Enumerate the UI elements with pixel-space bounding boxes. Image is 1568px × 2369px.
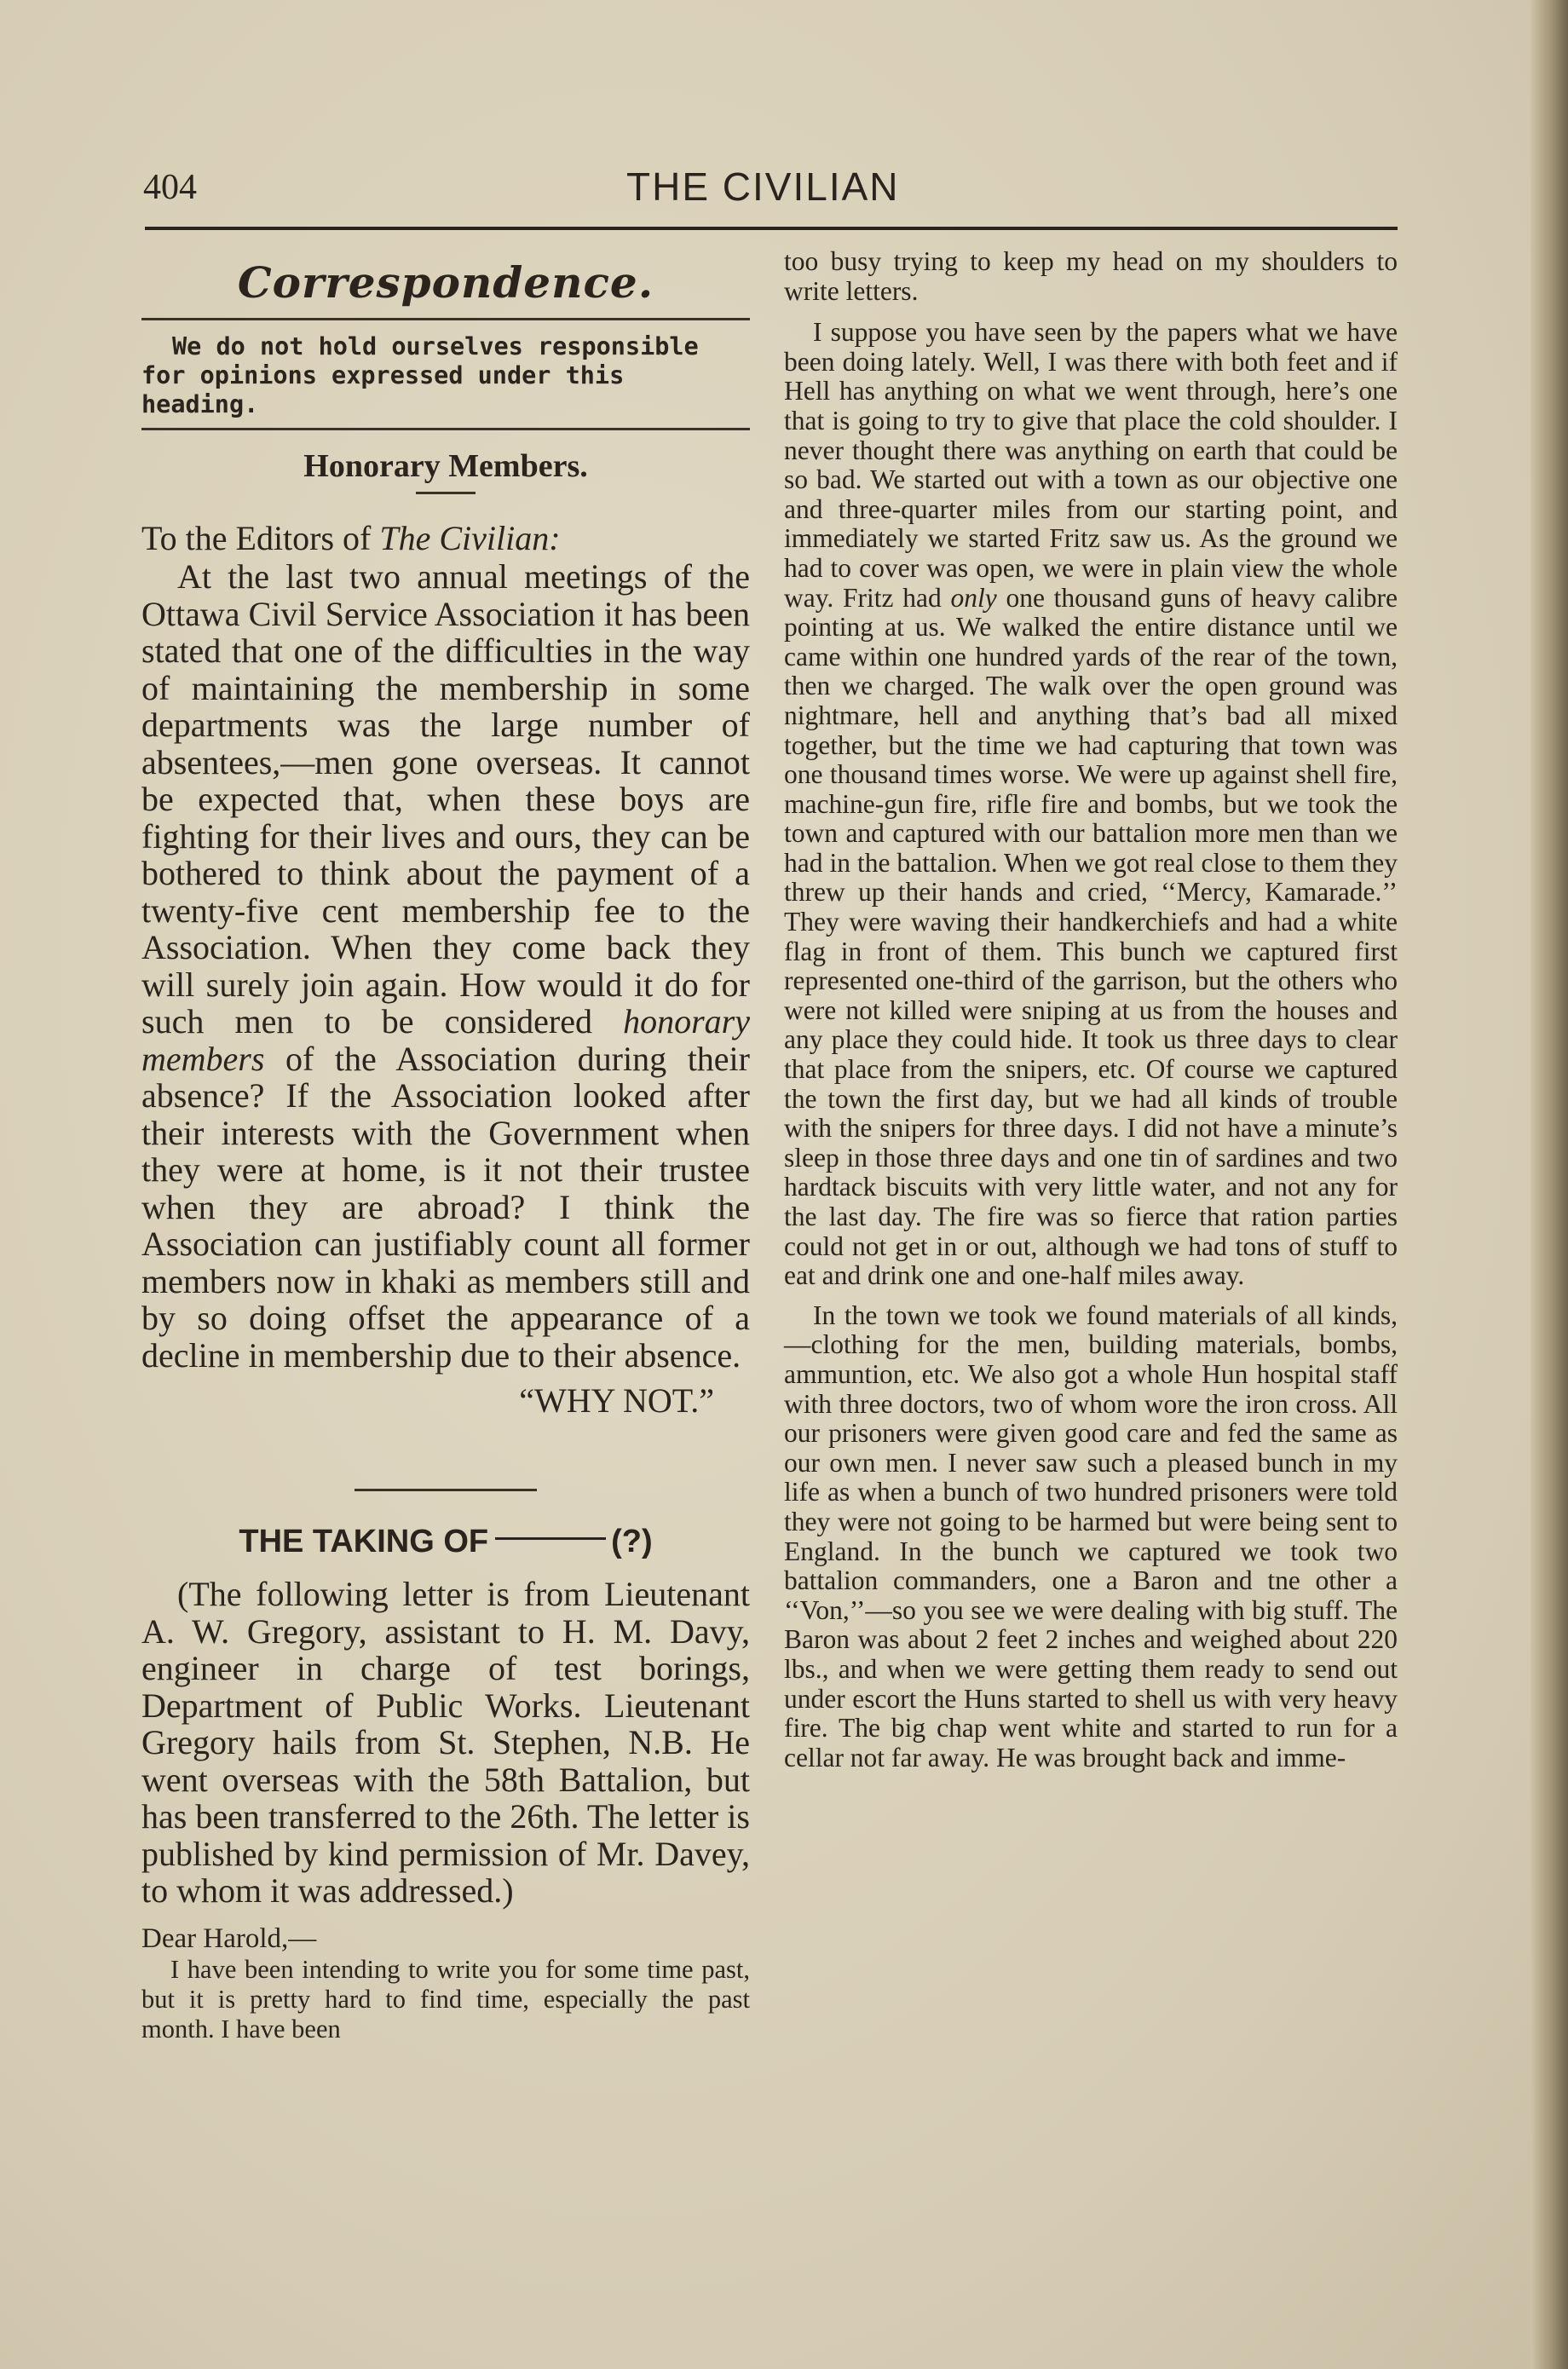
- disclaimer-rule: [141, 428, 750, 430]
- battle-part2: one thousand guns of heavy calibre pointing at us. We walked the entire distance until we came within one hundred yards of the rear of the town, then we charged. The walk over the open ground was nightmare, hell and anything that’s bad all mixed together, but the time we had capturing that town was one thousand times worse. We were up against shell fire, machine-gun fire, rifle fire and bombs, but we took the town and captured with our battalion more men than we had in the battalion. When we got real close to them they threw up their hands and cried, ‘‘Mercy, Kamarade.’’ They were waving their handkerchiefs and had a white flag in front of them. This bunch we captured first represented one-third of the garrison, but the others who were not killed were sniping at us from the houses and any place they could hide. It took us three days to clear that place from the snipers, etc. Of course we captured the town the first day, but we had all kinds of trouble with the snipers for three days. I did not have a minute’s sleep in those three days and one tin of sardines and two hardtack biscuits with very little water, and not any for the last day. The fire was so fierce that ration parties could not get in or out, although we had tons of stuff to eat and drink one and one-half miles away.: [784, 582, 1398, 1291]
- section-title: Correspondence.: [237, 257, 654, 308]
- heading-prefix: THE TAKING OF: [239, 1524, 489, 1559]
- book-spine-shadow: [1531, 0, 1568, 2369]
- article-introduction: (The following letter is from Lieutenant A. W. Gregory, assistant to H. M. Davy, engineer in charge of test borings, Department of Public Works. Lieutenant Gregory hails from St. Stephen, N.B. He went overseas with the 58th Battalion, but has been transferred to the 26th. The letter is published by kind permission of Mr. Davey, to whom it was addressed.): [141, 1575, 750, 1910]
- letter-body-part2: of the Association during their absence? If the Association looked after their interests with the Government when they were at home, is it not their trustee when they are abroad? I think the Association can justifiably count all former members now in khaki as members still and by so doing offset the appearance of a decline in membership due to their absence.: [141, 1039, 750, 1375]
- letter-salutation: [141, 518, 750, 558]
- battle-part1: I suppose you have seen by the papers what we have been doing lately. Well, I was there with both feet and if Hell has anything on what we went through, here’s one that is going to try to give that place the cold shoulder. I never thought there was anything on earth that could be so bad. We started out with a town as our objective one and three-quarter miles from our starting point, and immediately we started Fritz saw us. As the ground we had to cover was open, we were in plain view the whole way. Fritz had: [784, 317, 1398, 613]
- heading-rule: [416, 492, 476, 494]
- right-column: [784, 247, 1398, 1783]
- letter-greeting: Dear Harold,—: [141, 1922, 317, 1954]
- letter-paragraph-prisoners: In the town we took we found materials of all kinds,—clothing for the men, building materials, bombs, ammuntion, etc. We also got a whole Hun hospital staff with three doctors, two of whom wore the iron cross. All our prisoners were given good care and fed the same as our own men. I never saw such a pleased bunch in my life as when a bunch of two hundred prisoners were told they were not going to be harmed but were being sent to England. In the bunch we captured we took two battalion commanders, one a Baron and tne other a ‘‘Von,’’—so you see we were dealing with big stuff. The Baron was about 2 feet 2 inches and weighed about 220 lbs., and when we were getting them ready to send out under escort the Huns started to shell us with very heavy fire. The big chap went white and started to run for a cellar not far away. He was brought back and imme-: [784, 1300, 1398, 1772]
- heading-suffix: (?): [611, 1524, 653, 1559]
- article-heading-taking-of: [141, 1524, 750, 1560]
- letter-opening: I have been intending to write you for some time past, but it is pretty hard to find time, especially the past month. I have been: [141, 1954, 750, 2043]
- letter-body-part1: At the last two annual meetings of the Ottawa Civil Service Association it has been stated that one of the difficulties in the way of maintaining the membership in some departments was the large number of absentees,—men gone overseas. It cannot be expected that, when these boys are fighting for their lives and ours, they can be bothered to think about the payment of a twenty-five cent membership fee to the Association. When they come back they will surely join again. How would it do for such men to be considered: [141, 557, 750, 1040]
- article-separator: [355, 1489, 537, 1491]
- battle-emphasis: only: [950, 582, 997, 613]
- letter-signature: “WHY NOT.”: [519, 1381, 714, 1420]
- title-rule: [141, 318, 750, 320]
- letter-body: [141, 558, 750, 1374]
- letter-body-emphasis: honorary members: [141, 1002, 750, 1078]
- header-rule: [145, 227, 1398, 230]
- salutation-publication: The Civilian:: [379, 519, 561, 557]
- letter-heading-honorary-members: Honorary Members.: [303, 448, 588, 484]
- publication-title: THE CIVILIAN: [626, 164, 900, 209]
- disclaimer-note: We do not hold ourselves responsible for opinions expressed under this heading.: [141, 332, 699, 418]
- page-number: 404: [143, 168, 197, 207]
- left-column: [141, 247, 750, 2044]
- heading-blank-line: [495, 1537, 606, 1540]
- salutation-prefix: To the Editors of: [141, 519, 380, 557]
- letter-paragraph-battle: [784, 318, 1398, 1291]
- letter-continuation: too busy trying to keep my head on my shoulders to write letters.: [784, 246, 1398, 306]
